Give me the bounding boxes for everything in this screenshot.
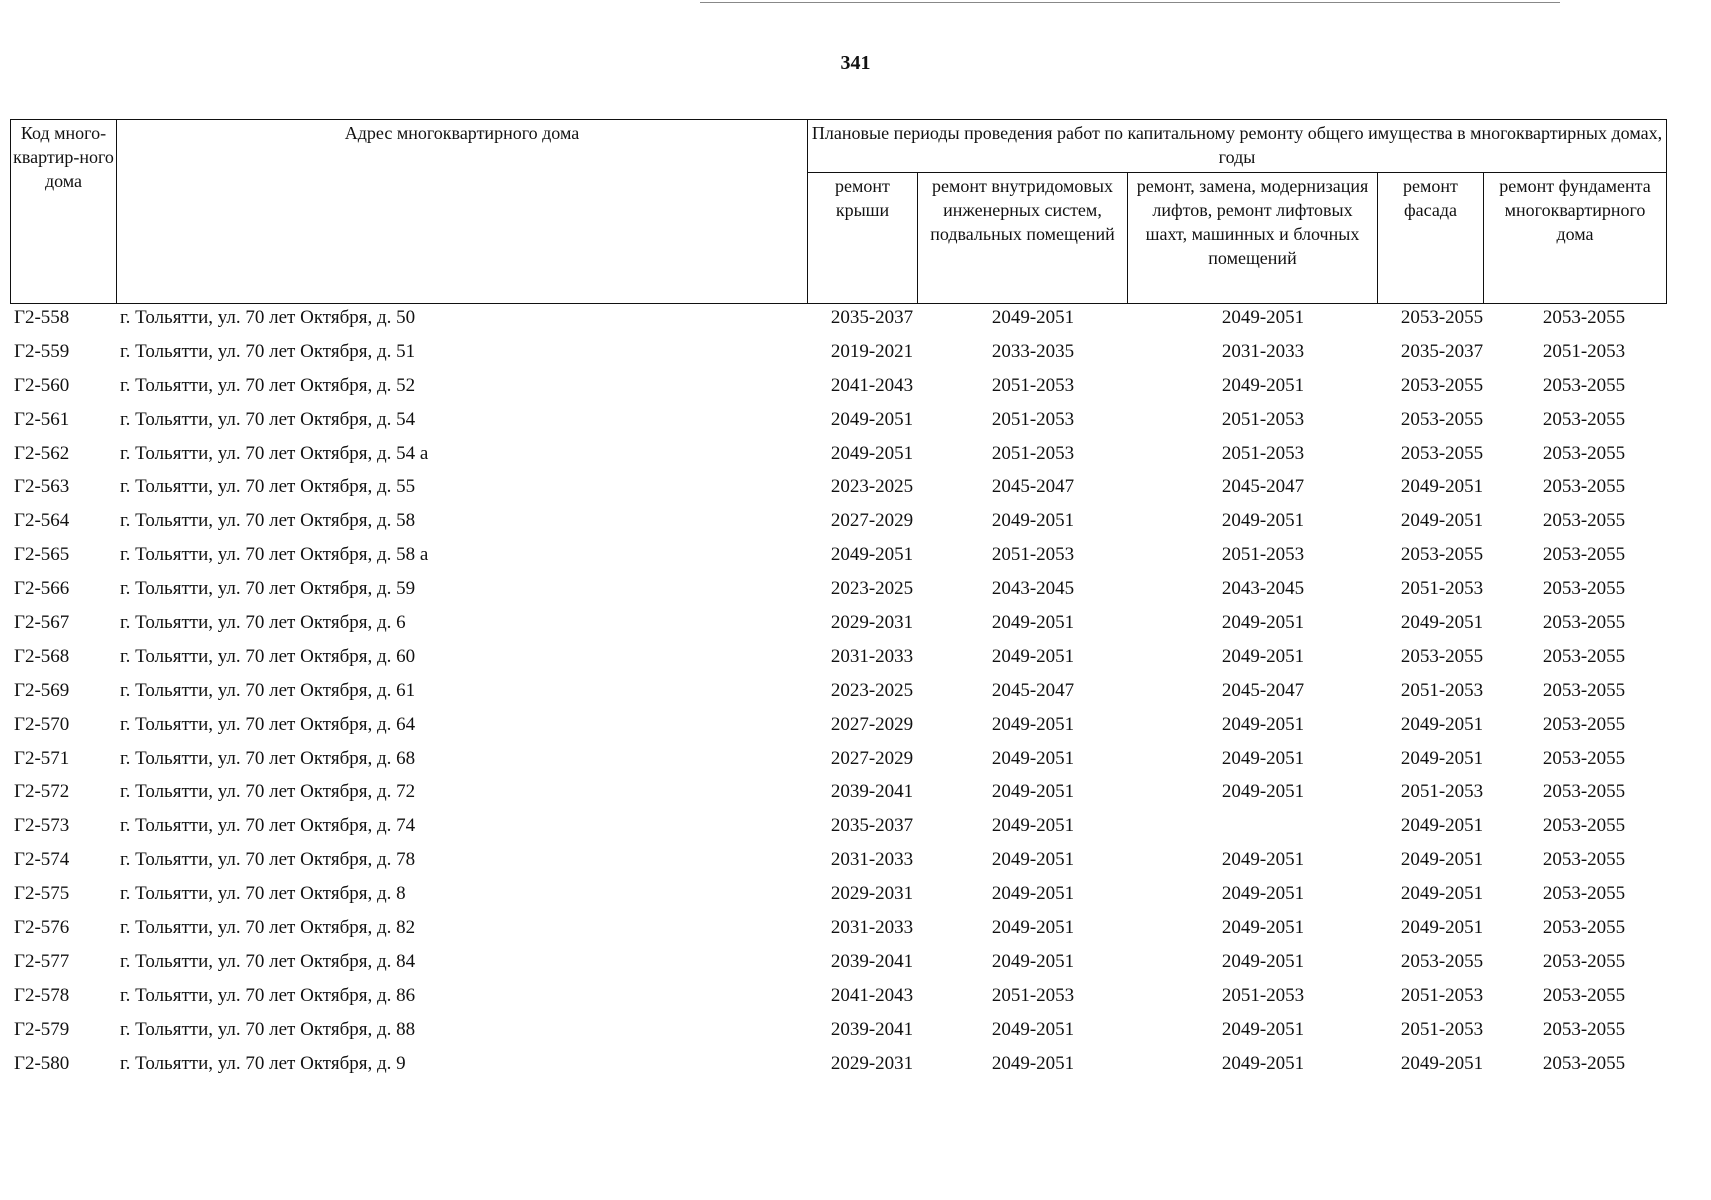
cell-foundation: 2053-2055 xyxy=(1542,612,1626,634)
cell-engineering: 2043-2045 xyxy=(991,578,1075,600)
cell-foundation: 2053-2055 xyxy=(1542,578,1626,600)
cell-foundation: 2053-2055 xyxy=(1542,1052,1626,1074)
cell-engineering: 2045-2047 xyxy=(991,476,1075,498)
cell-address: г. Тольятти, ул. 70 лет Октября, д. 64 xyxy=(120,713,416,735)
cell-foundation: 2051-2053 xyxy=(1542,340,1626,362)
cell-code: Г2-577 xyxy=(14,950,70,972)
cell-engineering: 2049-2051 xyxy=(991,1018,1075,1040)
cell-engineering: 2051-2053 xyxy=(991,374,1075,396)
cell-code: Г2-561 xyxy=(14,408,70,430)
cell-code: Г2-558 xyxy=(14,307,70,328)
cell-address: г. Тольятти, ул. 70 лет Октября, д. 52 xyxy=(120,374,416,396)
table-row xyxy=(10,845,1666,879)
header-engineering: ремонт внутридомовых инженерных систем, подвальных помещений xyxy=(918,173,1128,304)
cell-engineering: 2033-2035 xyxy=(991,340,1075,362)
cell-roof: 2027-2029 xyxy=(830,510,914,532)
cell-lift: 2045-2047 xyxy=(1221,679,1305,701)
cell-facade: 2053-2055 xyxy=(1400,544,1484,566)
table-row xyxy=(10,811,1666,845)
cell-facade: 2049-2051 xyxy=(1400,849,1484,871)
cell-foundation: 2053-2055 xyxy=(1542,510,1626,532)
cell-roof: 2049-2051 xyxy=(830,408,914,430)
cell-foundation: 2053-2055 xyxy=(1542,307,1626,328)
cell-roof: 2035-2037 xyxy=(830,307,914,328)
cell-foundation: 2053-2055 xyxy=(1542,442,1626,464)
cell-engineering: 2049-2051 xyxy=(991,510,1075,532)
table-row xyxy=(10,506,1666,540)
cell-foundation: 2053-2055 xyxy=(1542,476,1626,498)
cell-code: Г2-568 xyxy=(14,645,70,667)
cell-foundation: 2053-2055 xyxy=(1542,713,1626,735)
cell-code: Г2-575 xyxy=(14,883,70,905)
cell-lift: 2049-2051 xyxy=(1221,781,1305,803)
cell-code: Г2-570 xyxy=(14,713,70,735)
table-row xyxy=(10,574,1666,608)
cell-roof: 2041-2043 xyxy=(830,984,914,1006)
table-row xyxy=(10,676,1666,710)
table-row xyxy=(10,337,1666,371)
cell-code: Г2-564 xyxy=(14,510,70,532)
table-row xyxy=(10,642,1666,676)
table-row xyxy=(10,540,1666,574)
cell-engineering: 2051-2053 xyxy=(991,442,1075,464)
cell-foundation: 2053-2055 xyxy=(1542,883,1626,905)
cell-code: Г2-562 xyxy=(14,442,70,464)
cell-roof: 2035-2037 xyxy=(830,815,914,837)
cell-engineering: 2049-2051 xyxy=(991,950,1075,972)
cell-foundation: 2053-2055 xyxy=(1542,1018,1626,1040)
cell-address: г. Тольятти, ул. 70 лет Октября, д. 9 xyxy=(120,1052,406,1074)
cell-engineering: 2051-2053 xyxy=(991,544,1075,566)
cell-roof: 2023-2025 xyxy=(830,679,914,701)
cell-facade: 2049-2051 xyxy=(1400,510,1484,532)
header-code: Код много-квартир-ного дома xyxy=(11,120,117,304)
cell-engineering: 2049-2051 xyxy=(991,612,1075,634)
table-row xyxy=(10,710,1666,744)
cell-code: Г2-559 xyxy=(14,340,70,362)
cell-lift: 2031-2033 xyxy=(1221,340,1305,362)
cell-lift: 2043-2045 xyxy=(1221,578,1305,600)
scan-top-line xyxy=(700,2,1560,3)
cell-roof: 2049-2051 xyxy=(830,544,914,566)
cell-facade: 2049-2051 xyxy=(1400,713,1484,735)
cell-code: Г2-578 xyxy=(14,984,70,1006)
cell-address: г. Тольятти, ул. 70 лет Октября, д. 74 xyxy=(120,815,416,837)
cell-code: Г2-574 xyxy=(14,849,70,871)
cell-code: Г2-576 xyxy=(14,917,70,939)
cell-engineering: 2049-2051 xyxy=(991,883,1075,905)
cell-roof: 2031-2033 xyxy=(830,917,914,939)
cell-lift: 2049-2051 xyxy=(1221,510,1305,532)
cell-engineering: 2049-2051 xyxy=(991,917,1075,939)
cell-lift: 2045-2047 xyxy=(1221,476,1305,498)
cell-code: Г2-579 xyxy=(14,1018,70,1040)
cell-lift: 2051-2053 xyxy=(1221,408,1305,430)
cell-address: г. Тольятти, ул. 70 лет Октября, д. 88 xyxy=(120,1018,416,1040)
cell-lift: 2049-2051 xyxy=(1221,849,1305,871)
cell-address: г. Тольятти, ул. 70 лет Октября, д. 82 xyxy=(120,917,416,939)
cell-engineering: 2049-2051 xyxy=(991,307,1075,328)
cell-roof: 2019-2021 xyxy=(830,340,914,362)
table-row xyxy=(10,608,1666,642)
cell-lift: 2051-2053 xyxy=(1221,544,1305,566)
cell-code: Г2-580 xyxy=(14,1052,70,1074)
cell-foundation: 2053-2055 xyxy=(1542,781,1626,803)
table-row xyxy=(10,472,1666,506)
cell-foundation: 2053-2055 xyxy=(1542,645,1626,667)
cell-lift: 2049-2051 xyxy=(1221,612,1305,634)
cell-engineering: 2049-2051 xyxy=(991,781,1075,803)
cell-roof: 2039-2041 xyxy=(830,1018,914,1040)
cell-facade: 2053-2055 xyxy=(1400,442,1484,464)
cell-address: г. Тольятти, ул. 70 лет Октября, д. 8 xyxy=(120,883,406,905)
cell-engineering: 2051-2053 xyxy=(991,984,1075,1006)
cell-code: Г2-560 xyxy=(14,374,70,396)
cell-roof: 2031-2033 xyxy=(830,645,914,667)
cell-facade: 2053-2055 xyxy=(1400,645,1484,667)
cell-engineering: 2051-2053 xyxy=(991,408,1075,430)
cell-address: г. Тольятти, ул. 70 лет Октября, д. 61 xyxy=(120,679,416,701)
cell-roof: 2031-2033 xyxy=(830,849,914,871)
cell-facade: 2051-2053 xyxy=(1400,679,1484,701)
cell-foundation: 2053-2055 xyxy=(1542,950,1626,972)
cell-address: г. Тольятти, ул. 70 лет Октября, д. 86 xyxy=(120,984,416,1006)
cell-facade: 2053-2055 xyxy=(1400,307,1484,328)
cell-roof: 2041-2043 xyxy=(830,374,914,396)
cell-lift: 2049-2051 xyxy=(1221,1052,1305,1074)
cell-address: г. Тольятти, ул. 70 лет Октября, д. 68 xyxy=(120,747,416,769)
cell-address: г. Тольятти, ул. 70 лет Октября, д. 51 xyxy=(120,340,416,362)
header-address: Адрес многоквартирного дома xyxy=(117,120,808,304)
cell-facade: 2049-2051 xyxy=(1400,612,1484,634)
cell-engineering: 2049-2051 xyxy=(991,1052,1075,1074)
cell-roof: 2023-2025 xyxy=(830,578,914,600)
header-roof: ремонт крыши xyxy=(808,173,918,304)
cell-address: г. Тольятти, ул. 70 лет Октября, д. 59 xyxy=(120,578,416,600)
cell-lift: 2049-2051 xyxy=(1221,645,1305,667)
cell-foundation: 2053-2055 xyxy=(1542,747,1626,769)
cell-roof: 2029-2031 xyxy=(830,612,914,634)
cell-roof: 2049-2051 xyxy=(830,442,914,464)
cell-code: Г2-565 xyxy=(14,544,70,566)
cell-facade: 2049-2051 xyxy=(1400,883,1484,905)
table-row xyxy=(10,981,1666,1015)
cell-address: г. Тольятти, ул. 70 лет Октября, д. 54 xyxy=(120,408,416,430)
cell-address: г. Тольятти, ул. 70 лет Октября, д. 6 xyxy=(120,612,406,634)
cell-facade: 2049-2051 xyxy=(1400,815,1484,837)
cell-lift: 2049-2051 xyxy=(1221,747,1305,769)
cell-engineering: 2049-2051 xyxy=(991,849,1075,871)
cell-facade: 2053-2055 xyxy=(1400,374,1484,396)
header-periods: Плановые периоды проведения работ по капитальному ремонту общего имущества в многоквартирных домах, годы xyxy=(808,120,1667,173)
table-row xyxy=(10,744,1666,778)
cell-lift: 2049-2051 xyxy=(1221,917,1305,939)
header-lift: ремонт, замена, модернизация лифтов, ремонт лифтовых шахт, машинных и блочных помещений xyxy=(1128,173,1378,304)
header-facade: ремонт фасада xyxy=(1378,173,1484,304)
cell-foundation: 2053-2055 xyxy=(1542,815,1626,837)
table-row xyxy=(10,777,1666,811)
cell-roof: 2029-2031 xyxy=(830,883,914,905)
cell-foundation: 2053-2055 xyxy=(1542,408,1626,430)
cell-address: г. Тольятти, ул. 70 лет Октября, д. 60 xyxy=(120,645,416,667)
cell-engineering: 2049-2051 xyxy=(991,645,1075,667)
cell-facade: 2051-2053 xyxy=(1400,984,1484,1006)
page-number: 341 xyxy=(840,52,871,74)
table-body xyxy=(10,303,1666,1082)
header-foundation: ремонт фундамента многоквартирного дома xyxy=(1484,173,1667,304)
cell-address: г. Тольятти, ул. 70 лет Октября, д. 72 xyxy=(120,781,416,803)
cell-code: Г2-571 xyxy=(14,747,70,769)
cell-lift: 2051-2053 xyxy=(1221,442,1305,464)
cell-address: г. Тольятти, ул. 70 лет Октября, д. 58 а xyxy=(120,544,429,566)
cell-engineering: 2049-2051 xyxy=(991,747,1075,769)
cell-facade: 2049-2051 xyxy=(1400,1052,1484,1074)
cell-facade: 2051-2053 xyxy=(1400,578,1484,600)
cell-engineering: 2049-2051 xyxy=(991,713,1075,735)
cell-lift: 2049-2051 xyxy=(1221,1018,1305,1040)
cell-lift: 2049-2051 xyxy=(1221,713,1305,735)
cell-roof: 2027-2029 xyxy=(830,747,914,769)
cell-roof: 2023-2025 xyxy=(830,476,914,498)
cell-lift: 2049-2051 xyxy=(1221,883,1305,905)
cell-code: Г2-567 xyxy=(14,612,70,634)
table-row xyxy=(10,405,1666,439)
cell-code: Г2-569 xyxy=(14,679,70,701)
cell-lift: 2049-2051 xyxy=(1221,950,1305,972)
table-header xyxy=(10,119,1667,304)
cell-facade: 2053-2055 xyxy=(1400,950,1484,972)
cell-address: г. Тольятти, ул. 70 лет Октября, д. 50 xyxy=(120,307,416,328)
cell-address: г. Тольятти, ул. 70 лет Октября, д. 58 xyxy=(120,510,416,532)
cell-facade: 2049-2051 xyxy=(1400,747,1484,769)
cell-foundation: 2053-2055 xyxy=(1542,984,1626,1006)
cell-address: г. Тольятти, ул. 70 лет Октября, д. 84 xyxy=(120,950,416,972)
cell-roof: 2029-2031 xyxy=(830,1052,914,1074)
table-row xyxy=(10,439,1666,473)
cell-foundation: 2053-2055 xyxy=(1542,544,1626,566)
table-row xyxy=(10,1015,1666,1049)
cell-lift: 2051-2053 xyxy=(1221,984,1305,1006)
table-row xyxy=(10,371,1666,405)
cell-lift: 2049-2051 xyxy=(1221,307,1305,328)
cell-roof: 2039-2041 xyxy=(830,950,914,972)
cell-facade: 2051-2053 xyxy=(1400,1018,1484,1040)
cell-code: Г2-566 xyxy=(14,578,70,600)
cell-foundation: 2053-2055 xyxy=(1542,679,1626,701)
cell-engineering: 2049-2051 xyxy=(991,815,1075,837)
cell-foundation: 2053-2055 xyxy=(1542,917,1626,939)
cell-lift: 2049-2051 xyxy=(1221,374,1305,396)
cell-facade: 2053-2055 xyxy=(1400,408,1484,430)
table-row xyxy=(10,947,1666,981)
table-row xyxy=(10,879,1666,913)
cell-facade: 2035-2037 xyxy=(1400,340,1484,362)
table-row xyxy=(10,1049,1666,1083)
cell-facade: 2049-2051 xyxy=(1400,917,1484,939)
cell-foundation: 2053-2055 xyxy=(1542,374,1626,396)
cell-foundation: 2053-2055 xyxy=(1542,849,1626,871)
cell-address: г. Тольятти, ул. 70 лет Октября, д. 54 а xyxy=(120,442,429,464)
cell-facade: 2049-2051 xyxy=(1400,476,1484,498)
table-row xyxy=(10,303,1666,337)
cell-code: Г2-572 xyxy=(14,781,70,803)
cell-roof: 2027-2029 xyxy=(830,713,914,735)
cell-facade: 2051-2053 xyxy=(1400,781,1484,803)
cell-address: г. Тольятти, ул. 70 лет Октября, д. 55 xyxy=(120,476,416,498)
cell-roof: 2039-2041 xyxy=(830,781,914,803)
cell-code: Г2-563 xyxy=(14,476,70,498)
cell-address: г. Тольятти, ул. 70 лет Октября, д. 78 xyxy=(120,849,416,871)
cell-code: Г2-573 xyxy=(14,815,70,837)
cell-engineering: 2045-2047 xyxy=(991,679,1075,701)
table-row xyxy=(10,913,1666,947)
